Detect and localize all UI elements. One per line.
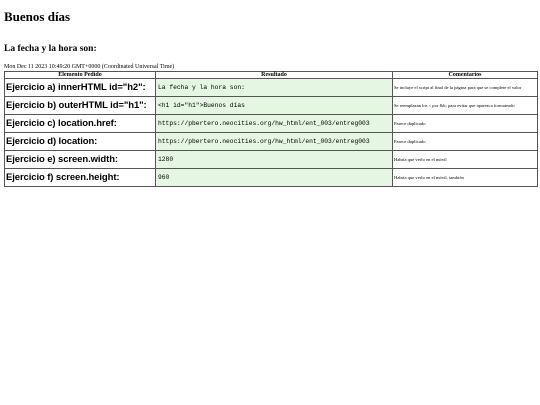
row-label: Ejercicio d) location: — [5, 133, 156, 151]
row-label: Ejercicio a) innerHTML id="h2": — [5, 79, 156, 97]
row-comment: Parece duplicado — [393, 115, 538, 133]
column-header-comments: Comentarios — [393, 72, 538, 79]
row-label: Ejercicio e) screen.width: — [5, 151, 156, 169]
date-heading: La fecha y la hora son: — [4, 44, 97, 54]
row-comment: Parece duplicado — [393, 133, 538, 151]
row-comment: Se incluye el script al final de la página para que se complete el valor — [393, 79, 538, 97]
table-row — [5, 133, 538, 151]
row-label: Ejercicio c) location.href: — [5, 115, 156, 133]
row-result: 960 — [156, 169, 393, 187]
table-header-row — [5, 72, 538, 79]
row-result: https://pbertero.neocities.org/hw_html/ent_003/entreg003 — [156, 115, 393, 133]
row-label: Ejercicio b) outerHTML id="h1": — [5, 97, 156, 115]
row-comment: Se reemplazan los < por &lt; para evitar que aparezca formateado — [393, 97, 538, 115]
row-result: La fecha y la hora son: — [156, 79, 393, 97]
row-comment: Habría que verlo en el móvil, también — [393, 169, 538, 187]
table-row — [5, 79, 538, 97]
table-row — [5, 97, 538, 115]
row-label: Ejercicio f) screen.height: — [5, 169, 156, 187]
column-header-element: Elemento Pedido — [5, 72, 156, 79]
table-row — [5, 151, 538, 169]
row-result: 1280 — [156, 151, 393, 169]
row-comment: Habría que verlo en el móvil — [393, 151, 538, 169]
results-table — [4, 71, 538, 187]
page-title: Buenos días — [4, 9, 71, 24]
table-row — [5, 115, 538, 133]
row-result: https://pbertero.neocities.org/hw_html/ent_003/entreg003 — [156, 133, 393, 151]
row-result: <h1 id="h1">Buenos días — [156, 97, 393, 115]
column-header-result: Resultado — [156, 72, 393, 79]
datetime-text: Mon Dec 11 2023 10:49:20 GMT+0000 (Coordinated Universal Time) — [4, 64, 175, 70]
table-row — [5, 169, 538, 187]
